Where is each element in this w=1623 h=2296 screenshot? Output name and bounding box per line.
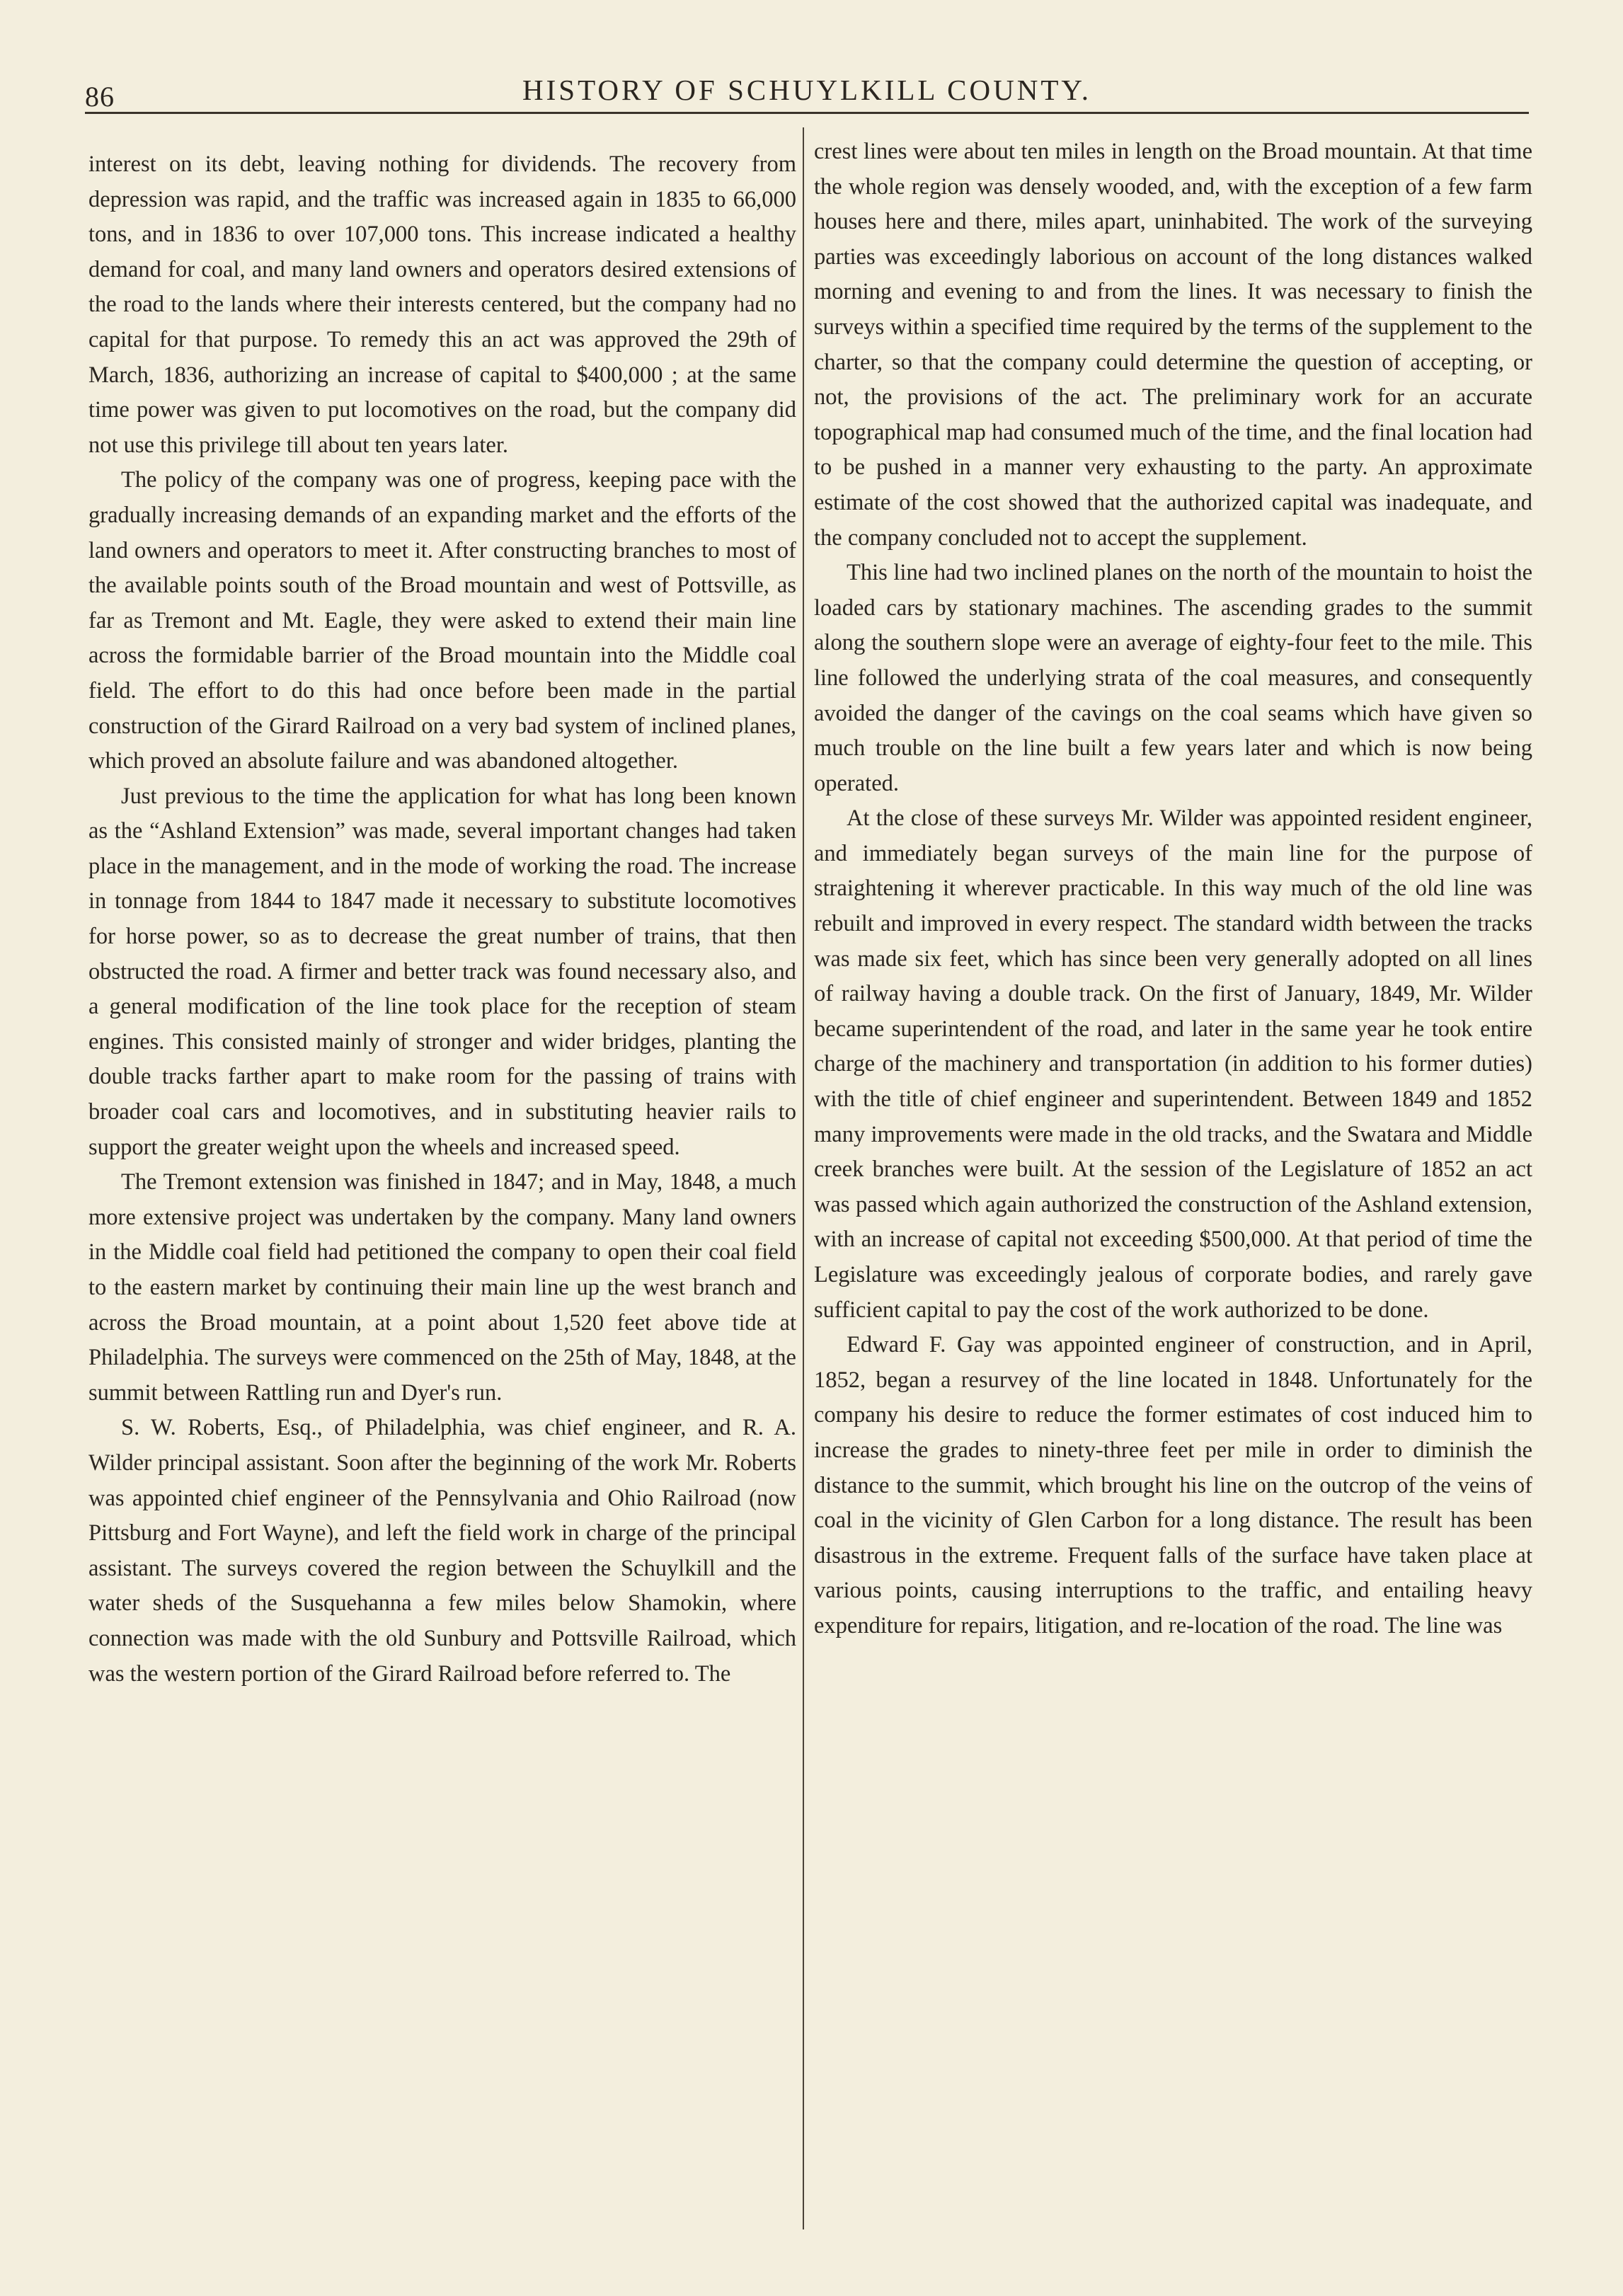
paragraph: At the close of these surveys Mr. Wilder was appointed resident engineer, and immediately began surveys of the main line for the purpose of straightening it wherever practicable. In this way much of the old line was rebuilt and improved in every respect. The standard width between the tracks was made six feet, which has since been very generally adopted on all lines of railway having a double track. On the first of January, 1849, Mr. Wilder became superintendent of the road, and later in the same year he took entire charge of the machinery and transportation (in addition to his former duties) with the title of chief engineer and superintendent. Between 1849 and 1852 many improvements were made in the old tracks, and the Swatara and Middle creek branches were built. At the session of the Legislature of 1852 an act was passed which again authorized the construction of the Ashland extension, with an increase of capital not exceeding $500,000. At that period of time the Legislature was exceedingly jealous of corporate bodies, and rarely gave sufficient capital to pay the cost of the work authorized to be done. bbox=[814, 805, 1532, 1323]
paragraph: The Tremont extension was finished in 1847; and in May, 1848, a much more extensive project was undertaken by the company. Many land owners in the Middle coal field had petitioned the company to open their coal field to the eastern market by continuing their main line up the west branch and across the Broad mountain, at a point about 1,520 feet above tide at Philadelphia. The surveys were commenced on the 25th of May, 1848, at the summit between Rattling run and Dyer's run. bbox=[88, 1169, 796, 1406]
paragraph: S. W. Roberts, Esq., of Philadelphia, was chief engineer, and R. A. Wilder principal assistant. Soon after the beginning of the work Mr. Roberts was appointed chief engineer of the Pennsylvania and Ohio Railroad (now Pittsburg and Fort Wayne), and left the field work in charge of the principal assistant. The surveys covered the region between the Schuylkill and the water sheds of the Susquehanna a few miles below Shamokin, where connection was made with the old Sunbury and Pottsville Railroad, which was the western portion of the Girard Railroad before referred to. The bbox=[88, 1415, 796, 1687]
paragraph: interest on its debt, leaving nothing for dividends. The recovery from depression was rapid, and the traffic was increased again in 1835 to 66,000 tons, and in 1836 to over 107,000 tons. This increase indicated a healthy demand for coal, and many land owners and operators desired extensions of the road to the lands where their interests centered, but the company had no capital for that purpose. To remedy this an act was approved the 29th of March, 1836, authorizing an increase of capital to $400,000 ; at the same time power was given to put locomotives on the road, but the company did not use this privilege till about ten years later. bbox=[88, 151, 796, 458]
running-head: HISTORY OF SCHUYLKILL COUNTY. bbox=[522, 74, 1091, 106]
page-number: 86 bbox=[85, 81, 115, 113]
paragraph: crest lines were about ten miles in length on the Broad mountain. At that time the whole region was densely wooded, and, with the exception of a few farm houses here and there, miles apart, uninhabited. The work of the surveying parties was exceedingly laborious on account of the long distances walked morning and evening to and from the lines. It was necessary to finish the surveys within a specified time required by the terms of the supplement to the charter, so that the company could determine the question of accepting, or not, the provisions of the act. The preliminary work for an accurate topographical map had consumed much of the time, and the final location had to be pushed in a manner very exhausting to the party. An approximate estimate of the cost showed that the authorized capital was inadequate, and the company concluded not to accept the supplement. bbox=[814, 139, 1532, 551]
page-header bbox=[85, 67, 1529, 117]
header-rule bbox=[85, 112, 1529, 114]
paragraph: The policy of the company was one of progress, keeping pace with the gradually increasing demands of an expanding market and the efforts of the land owners and operators to meet it. After constructing branches to most of the available points south of the Broad mountain and west of Pottsville, as far as Tremont and Mt. Eagle, they were asked to extend their main line across the formidable barrier of the Broad mountain into the Middle coal field. The effort to do this had once before been made in the partial construction of the Girard Railroad on a very bad system of inclined planes, which proved an absolute failure and was abandoned altogether. bbox=[88, 467, 796, 774]
left-column bbox=[88, 147, 796, 1692]
column-divider bbox=[803, 127, 804, 2229]
paragraph: Edward F. Gay was appointed engineer of construction, and in April, 1852, began a resurvey of the line located in 1848. Unfortunately for the company his desire to reduce the former estimates of cost induced him to increase the grades to ninety-three feet per mile in order to diminish the distance to the summit, which brought his line on the outcrop of the veins of coal in the vicinity of Glen Carbon for a long distance. The result has been disastrous in the extreme. Frequent falls of the surface have taken place at various points, causing interruptions to the traffic, and entailing heavy expenditure for repairs, litigation, and re-location of the road. The line was bbox=[814, 1332, 1532, 1638]
paragraph: This line had two inclined planes on the north of the mountain to hoist the loaded cars by stationary machines. The ascending grades to the summit along the southern slope were an average of eighty-four feet to the mile. This line followed the underlying strata of the coal measures, and consequently avoided the danger of the cavings on the coal seams which have given so much trouble on the line built a few years later and which is now being operated. bbox=[814, 560, 1532, 796]
right-column bbox=[814, 134, 1532, 1644]
paragraph: Just previous to the time the application for what has long been known as the “Ashland Extension” was made, several important changes had taken place in the management, and in the mode of working the road. The increase in tonnage from 1844 to 1847 made it necessary to substitute locomotives for horse power, so as to decrease the great number of trains, that then obstructed the road. A firmer and better track was found necessary also, and a general modification of the line took place for the reception of steam engines. This consisted mainly of stronger and wider bridges, planting the double tracks farther apart to make room for the passing of trains with broader coal cars and locomotives, and in substituting heavier rails to support the greater weight upon the wheels and increased speed. bbox=[88, 783, 796, 1160]
